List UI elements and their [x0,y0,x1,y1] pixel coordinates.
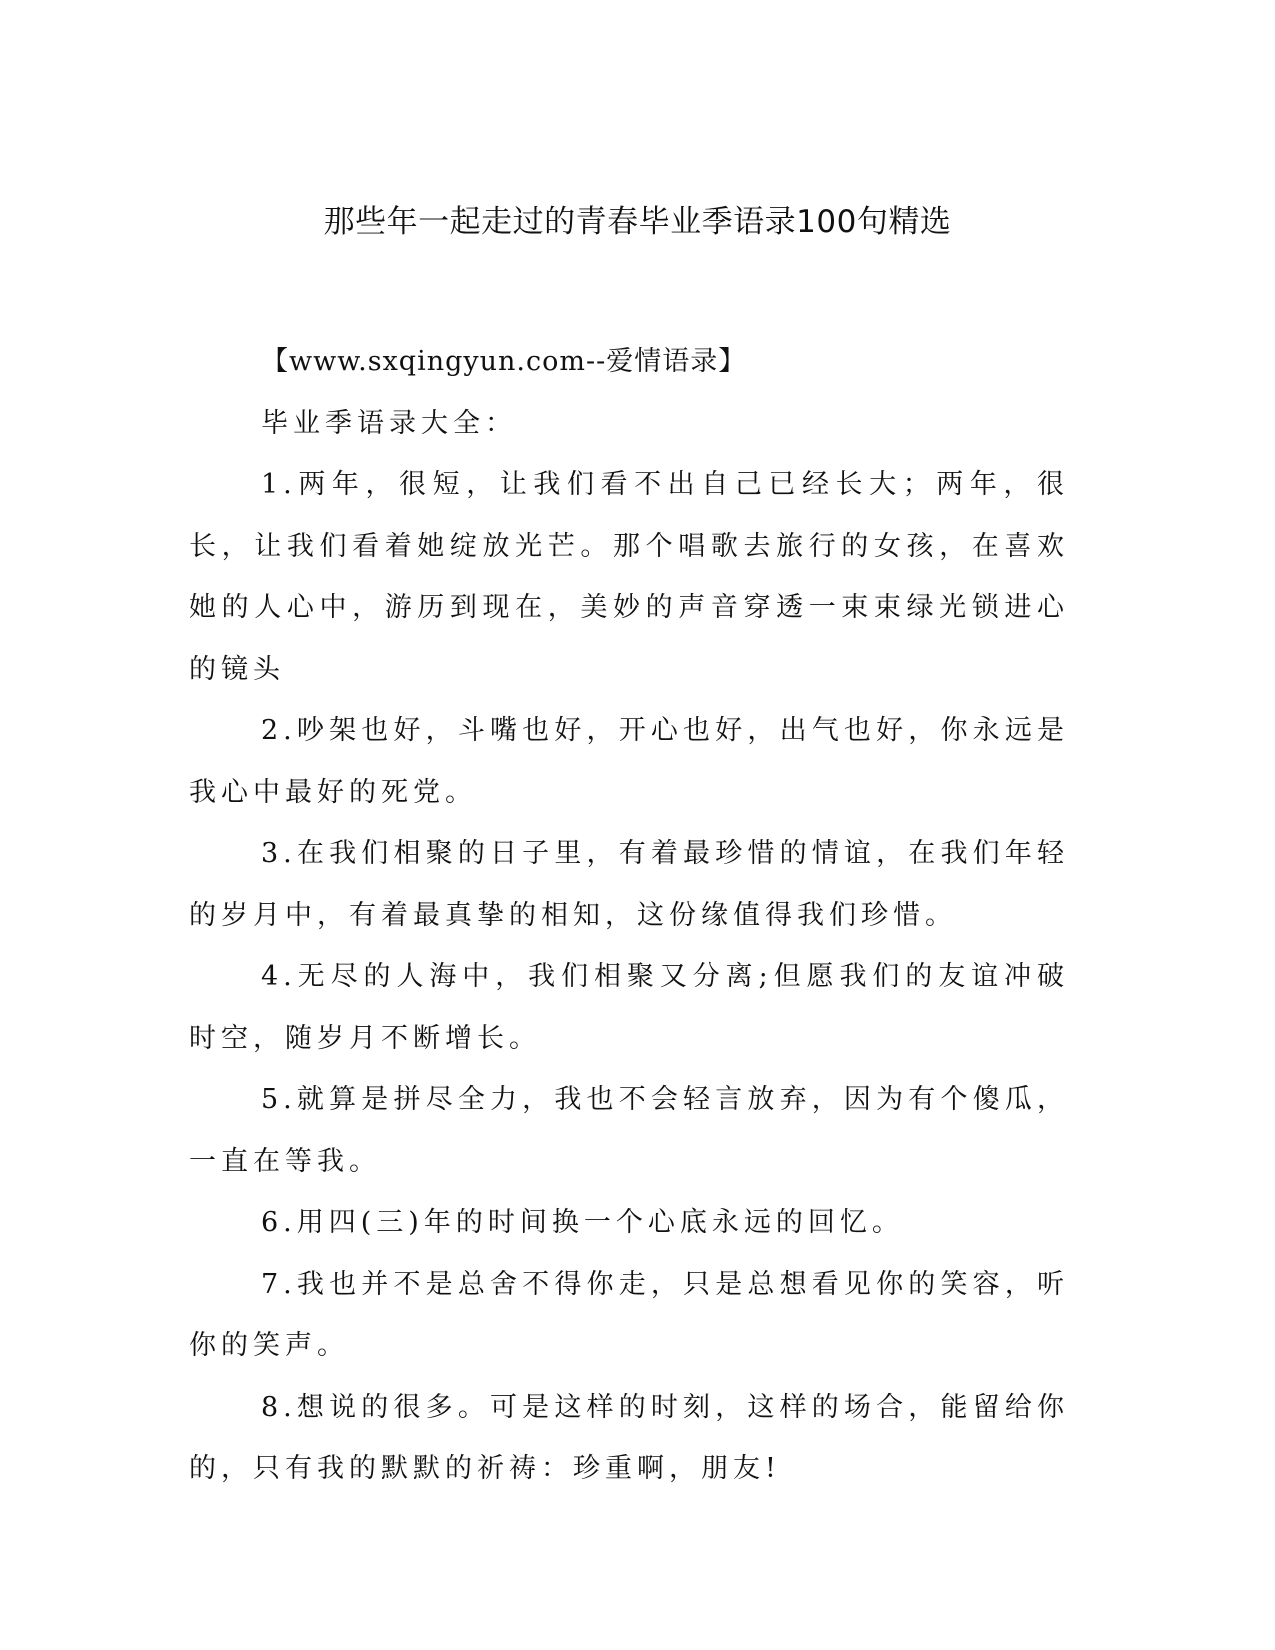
quote-item-8: 8.想说的很多。可是这样的时刻，这样的场合，能留给你的，只有我的默默的祈祷：珍重啊，朋友! [189,1391,1069,1484]
document-title: 那些年一起走过的青春毕业季语录100句精选 [323,204,952,240]
quote-item-4: 4.无尽的人海中，我们相聚又分离;但愿我们的友谊冲破时空，随岁月不断增长。 [189,961,1069,1054]
quote-item-7: 7.我也并不是总舍不得你走，只是总想看见你的笑容，听你的笑声。 [189,1268,1069,1361]
intro-line: 毕业季语录大全： [261,407,517,439]
quote-item-6: 6.用四(三)年的时间换一个心底永远的回忆。 [261,1207,904,1238]
quote-item-3: 3.在我们相聚的日子里，有着最珍惜的情谊，在我们年轻的岁月中，有着最真挚的相知，这份缘值得我们珍惜。 [189,838,1069,931]
source-line: 【www.sxqingyun.com--爱情语录】 [261,346,747,377]
quote-item-2: 2.吵架也好，斗嘴也好，开心也好，出气也好，你永远是我心中最好的死党。 [189,715,1069,808]
quote-item-1: 1.两年，很短，让我们看不出自己已经长大；两年，很长，让我们看着她绽放光芒。那个唱歌去旅行的女孩，在喜欢她的人心中，游历到现在，美妙的声音穿透一束束绿光锁进心的镜头 [189,469,1069,685]
document-body [189,331,1069,1500]
quote-item-5: 5.就算是拼尽全力，我也不会轻言放弃，因为有个傻瓜，一直在等我。 [189,1084,1069,1177]
